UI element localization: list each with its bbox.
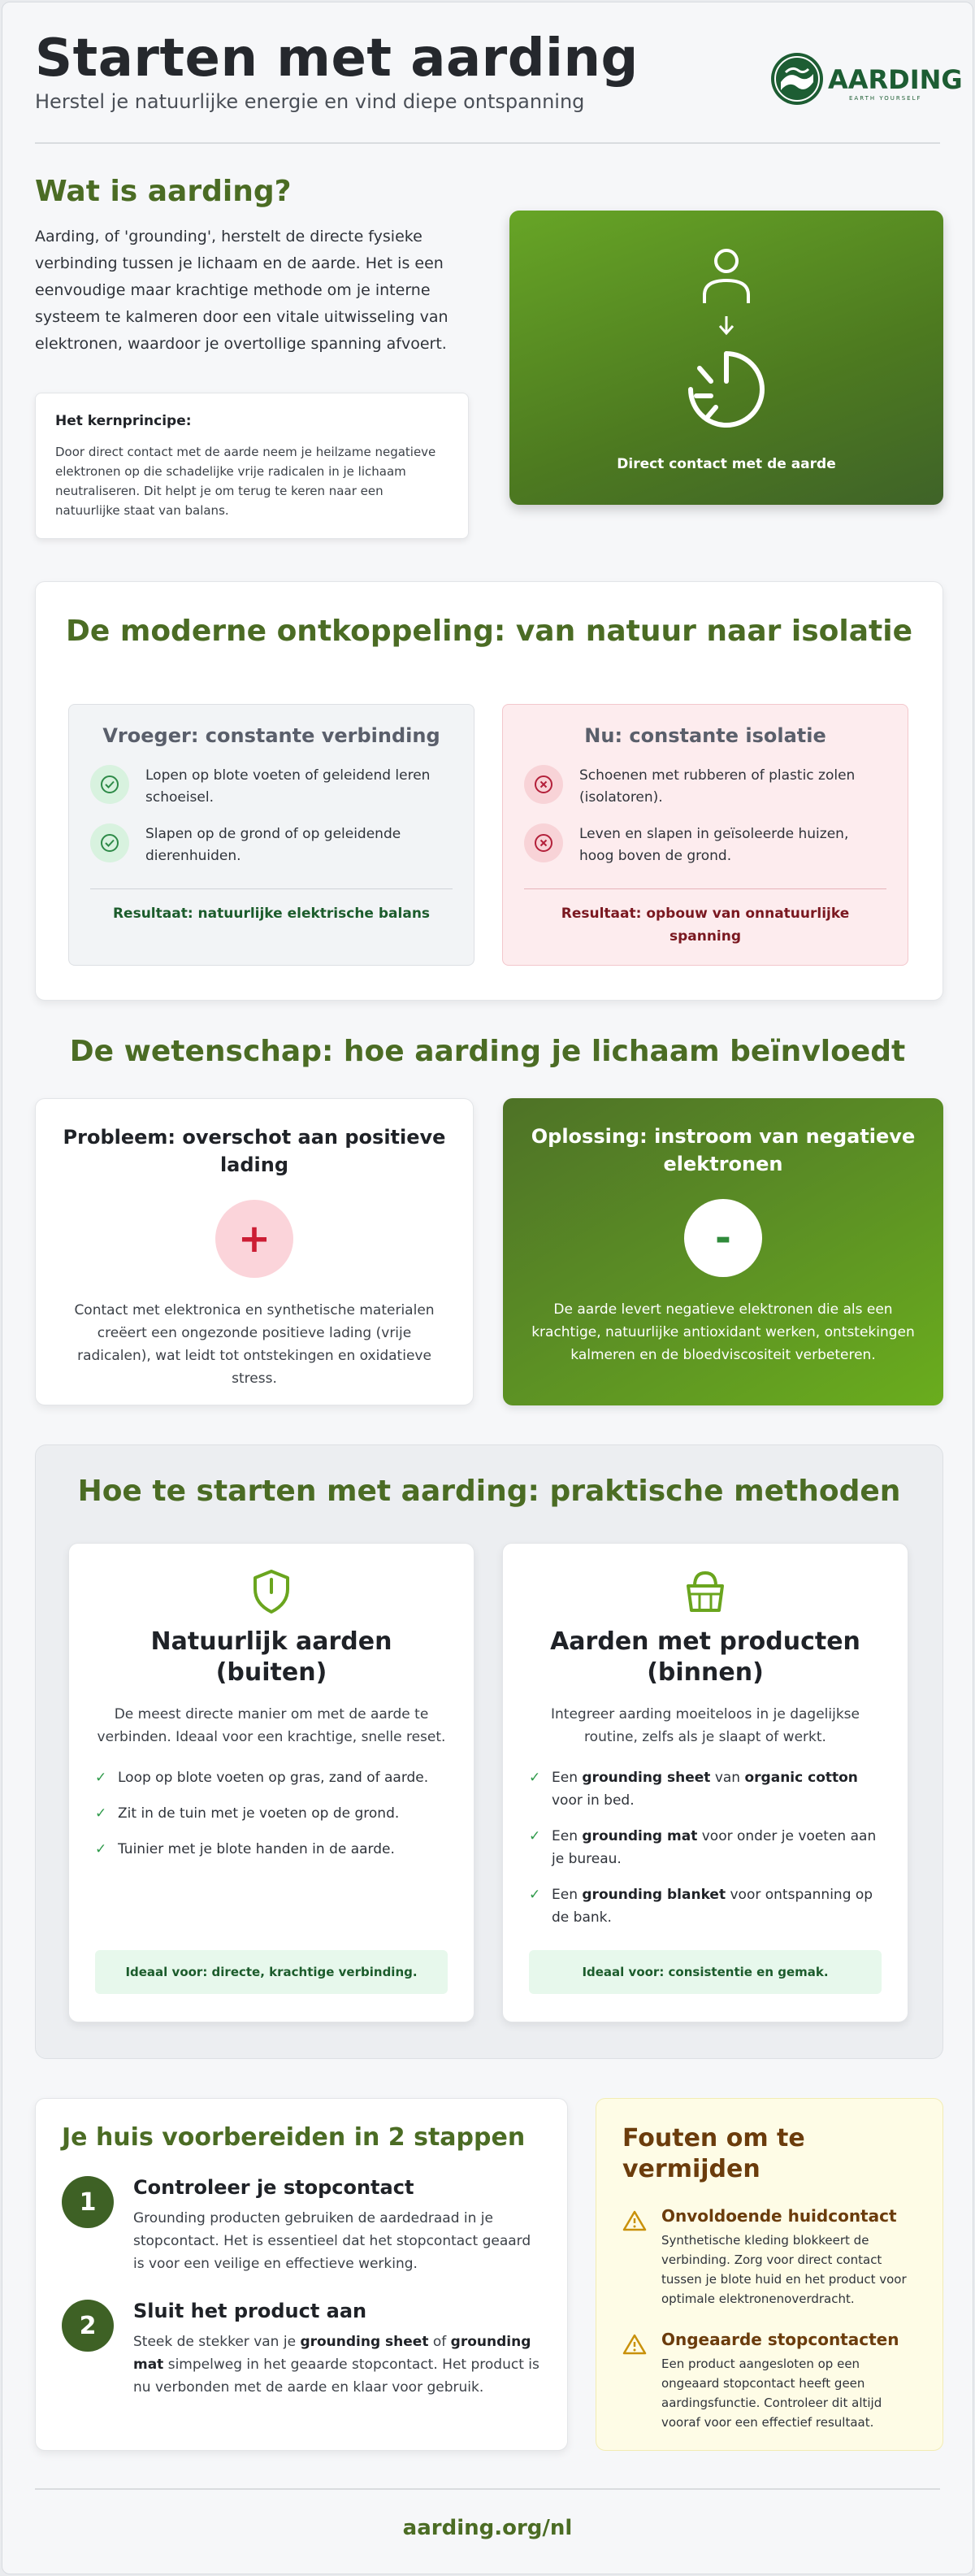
logo-tagline: EARTH YOURSELF [849, 95, 922, 102]
outside-item-text: Loop op blote voeten op gras, zand of aarde. [118, 1770, 429, 1786]
check-icon: ✓ [95, 1770, 107, 1786]
methods-heading: Hoe te starten met aarding: praktische methoden [77, 1475, 901, 1508]
step-item [62, 2300, 541, 2399]
mistake-title: Ongeaarde stopcontacten [661, 2330, 899, 2349]
page-title: Starten met aarding [35, 28, 639, 89]
list-item [529, 1825, 882, 1870]
outside-method-text: De meest directe manier om met de aarde te verbinden. Ideaal voor een krachtige, snelle reset. [97, 1706, 446, 1745]
step-number: 2 [62, 2300, 114, 2352]
step-text: Grounding producten gebruiken de aardedraad in je stopcontact. Het is essentieel dat het stopcontact geaard is voor een veilige en effectieve werking. [133, 2210, 531, 2272]
warning-icon [622, 2206, 661, 2309]
now-item-text: Leven en slapen in geïsoleerde huizen, hoog boven de grond. [579, 826, 849, 864]
solution-text: De aarde levert negatieve elektronen die als een krachtige, natuurlijke antioxidant werken, ontstekingen kalmeren en de bloedviscositeit verbeteren. [531, 1301, 915, 1363]
past-item-text: Lopen op blote voeten of geleidend leren schoeisel. [145, 767, 431, 806]
principle-text: Door direct contact met de aarde neem je heilzame negatieve elektronen op die schadelijke vrije radicalen in je lichaam neutraliseren. Dit helpt je om terug te keren naar een natuurlijke staat van balans. [55, 445, 436, 518]
list-item [95, 1766, 448, 1789]
list-item [529, 1883, 882, 1929]
list-item [95, 1838, 448, 1861]
principle-title: Het kernprincipe: [55, 413, 192, 429]
list-item [524, 823, 886, 867]
footer-link[interactable]: aarding.org/nl [402, 2516, 573, 2540]
plus-icon: + [215, 1200, 293, 1278]
prepare-heading: Je huis voorbereiden in 2 stappen [62, 2123, 526, 2152]
grounding-diagram [672, 237, 781, 440]
now-result: Resultaat: opbouw van onnatuurlijke spanning [524, 888, 886, 948]
inside-item-text: Een grounding sheet van organic cotton voor in bed. [552, 1770, 858, 1809]
list-item [95, 1802, 448, 1825]
minus-icon: - [684, 1199, 762, 1277]
cross-icon [524, 823, 563, 862]
science-heading: De wetenschap: hoe aarding je lichaam beïnvloedt [69, 1035, 906, 1068]
check-icon [90, 765, 129, 804]
inside-method-list [529, 1766, 882, 1929]
outside-method-card [68, 1543, 474, 2022]
outside-method-title: Natuurlijk aarden (buiten) [150, 1627, 392, 1687]
contact-illustration [509, 211, 943, 505]
mistake-text: Synthetische kleding blokkeert de verbinding. Zorg voor direct contact tussen je blote huid en het product voor optimale elektronenoverdracht. [661, 2233, 907, 2306]
inside-method-text: Integreer aarding moeiteloos in je dagelijkse routine, zelfs als je slaapt of werkt. [551, 1706, 860, 1745]
outside-item-text: Tuinier met je blote handen in de aarde. [118, 1841, 395, 1857]
now-title: Nu: constante isolatie [584, 724, 826, 747]
page-subtitle: Herstel je natuurlijke energie en vind diepe ontspanning [35, 90, 585, 113]
check-icon: ✓ [529, 1887, 541, 1903]
mistakes-card [596, 2098, 943, 2451]
now-item-text: Schoenen met rubberen of plastic zolen (isolatoren). [579, 767, 856, 806]
mistake-item [622, 2330, 916, 2432]
step-title: Controleer je stopcontact [133, 2176, 414, 2199]
past-title: Vroeger: constante verbinding [102, 724, 440, 747]
list-item [90, 823, 453, 867]
step-text: Steek de stekker van je grounding sheet of grounding mat simpelweg in het geaarde stopcontact. Het product is nu verbonden met de aarde en klaar voor gebruik. [133, 2334, 540, 2396]
contact-caption: Direct contact met de aarde [617, 456, 836, 472]
page [2, 2, 973, 2574]
mistake-text: Een product aangesloten op een ongeaard stopcontact heeft geen aardingsfunctie. Controleer dit altijd vooraf voor een effectief resultaat. [661, 2357, 882, 2430]
warning-icon [622, 2330, 661, 2432]
inside-method-title: Aarden met producten (binnen) [550, 1627, 860, 1687]
outside-method-list [95, 1766, 448, 1861]
step-item [62, 2176, 541, 2275]
past-column [68, 704, 474, 966]
prepare-card [35, 2098, 568, 2451]
arrow-down-icon [720, 316, 733, 333]
list-item [529, 1766, 882, 1812]
principle-box [35, 393, 469, 539]
check-icon [90, 823, 129, 862]
inside-method-card [502, 1543, 908, 2022]
basket-icon [682, 1568, 729, 1615]
solution-title: Oplossing: instroom van negatieve elektronen [531, 1125, 916, 1175]
solution-card [503, 1098, 943, 1405]
check-icon: ✓ [529, 1828, 541, 1844]
disconnect-heading: De moderne ontkoppeling: van natuur naar isolatie [65, 615, 913, 648]
cross-icon [524, 765, 563, 804]
inside-item-text: Een grounding mat voor onder je voeten aan je bureau. [552, 1828, 877, 1867]
logo-text: AARDING [828, 64, 963, 95]
list-item [90, 765, 453, 809]
problem-text: Contact met elektronica en synthetische materialen creëert een ongezonde positieve lading (vrije radicalen), wat leidt tot ontstekingen en oxidatieve stress. [74, 1302, 435, 1387]
header [35, 2, 963, 144]
now-column [502, 704, 908, 966]
intro-paragraph: Aarding, of 'grounding', herstelt de directe fysieke verbinding tussen je lichaam en de aarde. Het is een eenvoudige maar krachtige methode om je interne systeem te kalmeren door een vitale uitwisseling van elektronen, waardoor je overtollige spanning afvoert. [35, 228, 448, 353]
methods-section [35, 1444, 943, 2059]
shield-icon [249, 1568, 293, 1615]
footer [35, 2488, 940, 2540]
outside-ideal-badge: Ideaal voor: directe, krachtige verbinding. [95, 1950, 448, 1994]
step-title: Sluit het product aan [133, 2300, 367, 2322]
intro-section [35, 144, 940, 567]
earth-ground-icon [691, 354, 762, 425]
outside-item-text: Zit in de tuin met je voeten op de grond. [118, 1805, 400, 1822]
inside-item-text: Een grounding blanket voor ontspanning op de bank. [552, 1887, 873, 1926]
aarding-logo[interactable] [769, 50, 963, 108]
list-item [524, 765, 886, 809]
inside-ideal-badge: Ideaal voor: consistentie en gemak. [529, 1950, 882, 1994]
intro-heading: Wat is aarding? [35, 175, 292, 208]
disconnect-card [35, 581, 943, 1001]
past-result: Resultaat: natuurlijke elektrische balans [90, 888, 453, 925]
past-item-text: Slapen op de grond of op geleidende dierenhuiden. [145, 826, 401, 864]
mistake-title: Onvoldoende huidcontact [661, 2206, 897, 2226]
check-icon: ✓ [529, 1770, 541, 1786]
check-icon: ✓ [95, 1841, 107, 1857]
problem-title: Probleem: overschot aan positieve lading [63, 1126, 446, 1176]
problem-card [35, 1098, 474, 1405]
mistakes-heading: Fouten om te vermijden [622, 2124, 805, 2183]
person-icon [704, 250, 748, 303]
mistake-item [622, 2206, 916, 2309]
check-icon: ✓ [95, 1805, 107, 1822]
step-number: 1 [62, 2176, 114, 2228]
